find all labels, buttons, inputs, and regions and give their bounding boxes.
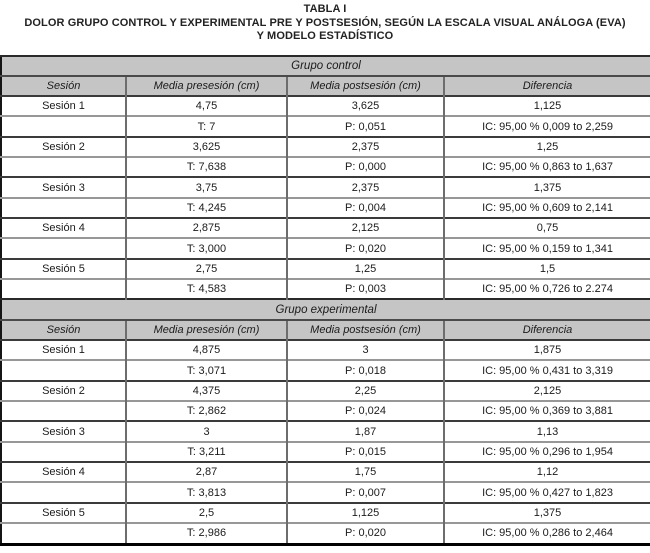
value-cell: 1,25 bbox=[287, 259, 444, 279]
table-row bbox=[1, 137, 650, 157]
results-table-body bbox=[1, 56, 650, 545]
confidence-interval-cell: IC: 95,00 % 0,609 to 2,141 bbox=[444, 198, 650, 218]
table-row bbox=[1, 421, 650, 441]
value-cell: 4,875 bbox=[126, 340, 287, 360]
value-cell: 1,87 bbox=[287, 421, 444, 441]
session-label-cell: Sesión 4 bbox=[1, 218, 126, 238]
column-header: Diferencia bbox=[444, 76, 650, 96]
p-value-cell: P: 0,015 bbox=[287, 442, 444, 462]
empty-cell bbox=[1, 360, 126, 380]
t-statistic-cell: T: 3,000 bbox=[126, 238, 287, 258]
table-row bbox=[1, 157, 650, 177]
session-label-cell: Sesión 2 bbox=[1, 137, 126, 157]
value-cell: 2,125 bbox=[287, 218, 444, 238]
t-statistic-cell: T: 4,245 bbox=[126, 198, 287, 218]
column-header: Media postsesión (cm) bbox=[287, 76, 444, 96]
value-cell: 2,125 bbox=[444, 381, 650, 401]
value-cell: 1,875 bbox=[444, 340, 650, 360]
table-row bbox=[1, 523, 650, 544]
table-row bbox=[1, 116, 650, 136]
session-label-cell: Sesión 5 bbox=[1, 503, 126, 523]
p-value-cell: P: 0,004 bbox=[287, 198, 444, 218]
p-value-cell: P: 0,007 bbox=[287, 482, 444, 502]
t-statistic-cell: T: 3,211 bbox=[126, 442, 287, 462]
value-cell: 2,75 bbox=[126, 259, 287, 279]
table-number: TABLA I bbox=[303, 3, 347, 15]
column-header: Media presesión (cm) bbox=[126, 76, 287, 96]
empty-cell bbox=[1, 482, 126, 502]
empty-cell bbox=[1, 523, 126, 544]
table-row bbox=[1, 381, 650, 401]
p-value-cell: P: 0,000 bbox=[287, 157, 444, 177]
confidence-interval-cell: IC: 95,00 % 0,286 to 2,464 bbox=[444, 523, 650, 544]
table-row bbox=[1, 360, 650, 380]
table-row bbox=[1, 340, 650, 360]
p-value-cell: P: 0,020 bbox=[287, 523, 444, 544]
confidence-interval-cell: IC: 95,00 % 0,369 to 3,881 bbox=[444, 401, 650, 421]
table-row bbox=[1, 482, 650, 502]
session-label-cell: Sesión 2 bbox=[1, 381, 126, 401]
table-row bbox=[1, 238, 650, 258]
value-cell: 3,75 bbox=[126, 177, 287, 197]
empty-cell bbox=[1, 442, 126, 462]
group-band-label: Grupo experimental bbox=[1, 299, 650, 319]
column-header: Sesión bbox=[1, 76, 126, 96]
t-statistic-cell: T: 3,071 bbox=[126, 360, 287, 380]
table-row bbox=[1, 442, 650, 462]
table-row bbox=[1, 96, 650, 116]
value-cell: 2,5 bbox=[126, 503, 287, 523]
column-header-row bbox=[1, 320, 650, 340]
empty-cell bbox=[1, 238, 126, 258]
column-header: Diferencia bbox=[444, 320, 650, 340]
table-row bbox=[1, 462, 650, 482]
column-header-row bbox=[1, 76, 650, 96]
confidence-interval-cell: IC: 95,00 % 0,296 to 1,954 bbox=[444, 442, 650, 462]
t-statistic-cell: T: 3,813 bbox=[126, 482, 287, 502]
session-label-cell: Sesión 3 bbox=[1, 177, 126, 197]
p-value-cell: P: 0,003 bbox=[287, 279, 444, 299]
confidence-interval-cell: IC: 95,00 % 0,427 to 1,823 bbox=[444, 482, 650, 502]
value-cell: 1,25 bbox=[444, 137, 650, 157]
value-cell: 1,125 bbox=[444, 96, 650, 116]
value-cell: 4,75 bbox=[126, 96, 287, 116]
table-caption-line-2: Y MODELO ESTADÍSTICO bbox=[256, 30, 394, 42]
p-value-cell: P: 0,024 bbox=[287, 401, 444, 421]
value-cell: 0,75 bbox=[444, 218, 650, 238]
t-statistic-cell: T: 4,583 bbox=[126, 279, 287, 299]
value-cell: 3 bbox=[287, 340, 444, 360]
value-cell: 2,375 bbox=[287, 177, 444, 197]
column-header: Media postsesión (cm) bbox=[287, 320, 444, 340]
p-value-cell: P: 0,051 bbox=[287, 116, 444, 136]
value-cell: 2,25 bbox=[287, 381, 444, 401]
table-row bbox=[1, 401, 650, 421]
empty-cell bbox=[1, 198, 126, 218]
table-row bbox=[1, 279, 650, 299]
empty-cell bbox=[1, 401, 126, 421]
table-row bbox=[1, 503, 650, 523]
value-cell: 3,625 bbox=[126, 137, 287, 157]
p-value-cell: P: 0,020 bbox=[287, 238, 444, 258]
t-statistic-cell: T: 2,986 bbox=[126, 523, 287, 544]
value-cell: 1,375 bbox=[444, 177, 650, 197]
group-band-row bbox=[1, 56, 650, 76]
column-header: Sesión bbox=[1, 320, 126, 340]
session-label-cell: Sesión 5 bbox=[1, 259, 126, 279]
table-row bbox=[1, 177, 650, 197]
confidence-interval-cell: IC: 95,00 % 0,009 to 2,259 bbox=[444, 116, 650, 136]
value-cell: 1,12 bbox=[444, 462, 650, 482]
empty-cell bbox=[1, 116, 126, 136]
empty-cell bbox=[1, 279, 126, 299]
group-band-label: Grupo control bbox=[1, 56, 650, 76]
table-row bbox=[1, 198, 650, 218]
table-caption-line-1: DOLOR GRUPO CONTROL Y EXPERIMENTAL PRE Y POSTSESIÓN, SEGÚN LA ESCALA VISUAL ANÁLOGA (EVA) bbox=[24, 16, 626, 29]
value-cell: 3 bbox=[126, 421, 287, 441]
session-label-cell: Sesión 1 bbox=[1, 96, 126, 116]
confidence-interval-cell: IC: 95,00 % 0,726 to 2.274 bbox=[444, 279, 650, 299]
table-row bbox=[1, 218, 650, 238]
t-statistic-cell: T: 7 bbox=[126, 116, 287, 136]
results-table bbox=[0, 55, 650, 546]
t-statistic-cell: T: 2,862 bbox=[126, 401, 287, 421]
confidence-interval-cell: IC: 95,00 % 0,159 to 1,341 bbox=[444, 238, 650, 258]
table-title-block bbox=[0, 0, 650, 44]
session-label-cell: Sesión 3 bbox=[1, 421, 126, 441]
value-cell: 1,125 bbox=[287, 503, 444, 523]
session-label-cell: Sesión 4 bbox=[1, 462, 126, 482]
session-label-cell: Sesión 1 bbox=[1, 340, 126, 360]
confidence-interval-cell: IC: 95,00 % 0,863 to 1,637 bbox=[444, 157, 650, 177]
value-cell: 1,13 bbox=[444, 421, 650, 441]
empty-cell bbox=[1, 157, 126, 177]
value-cell: 1,375 bbox=[444, 503, 650, 523]
value-cell: 3,625 bbox=[287, 96, 444, 116]
value-cell: 1,75 bbox=[287, 462, 444, 482]
t-statistic-cell: T: 7,638 bbox=[126, 157, 287, 177]
p-value-cell: P: 0,018 bbox=[287, 360, 444, 380]
value-cell: 4,375 bbox=[126, 381, 287, 401]
table-row bbox=[1, 259, 650, 279]
value-cell: 2,375 bbox=[287, 137, 444, 157]
value-cell: 2,875 bbox=[126, 218, 287, 238]
column-header: Media presesión (cm) bbox=[126, 320, 287, 340]
confidence-interval-cell: IC: 95,00 % 0,431 to 3,319 bbox=[444, 360, 650, 380]
value-cell: 1,5 bbox=[444, 259, 650, 279]
group-band-row bbox=[1, 299, 650, 319]
value-cell: 2,87 bbox=[126, 462, 287, 482]
